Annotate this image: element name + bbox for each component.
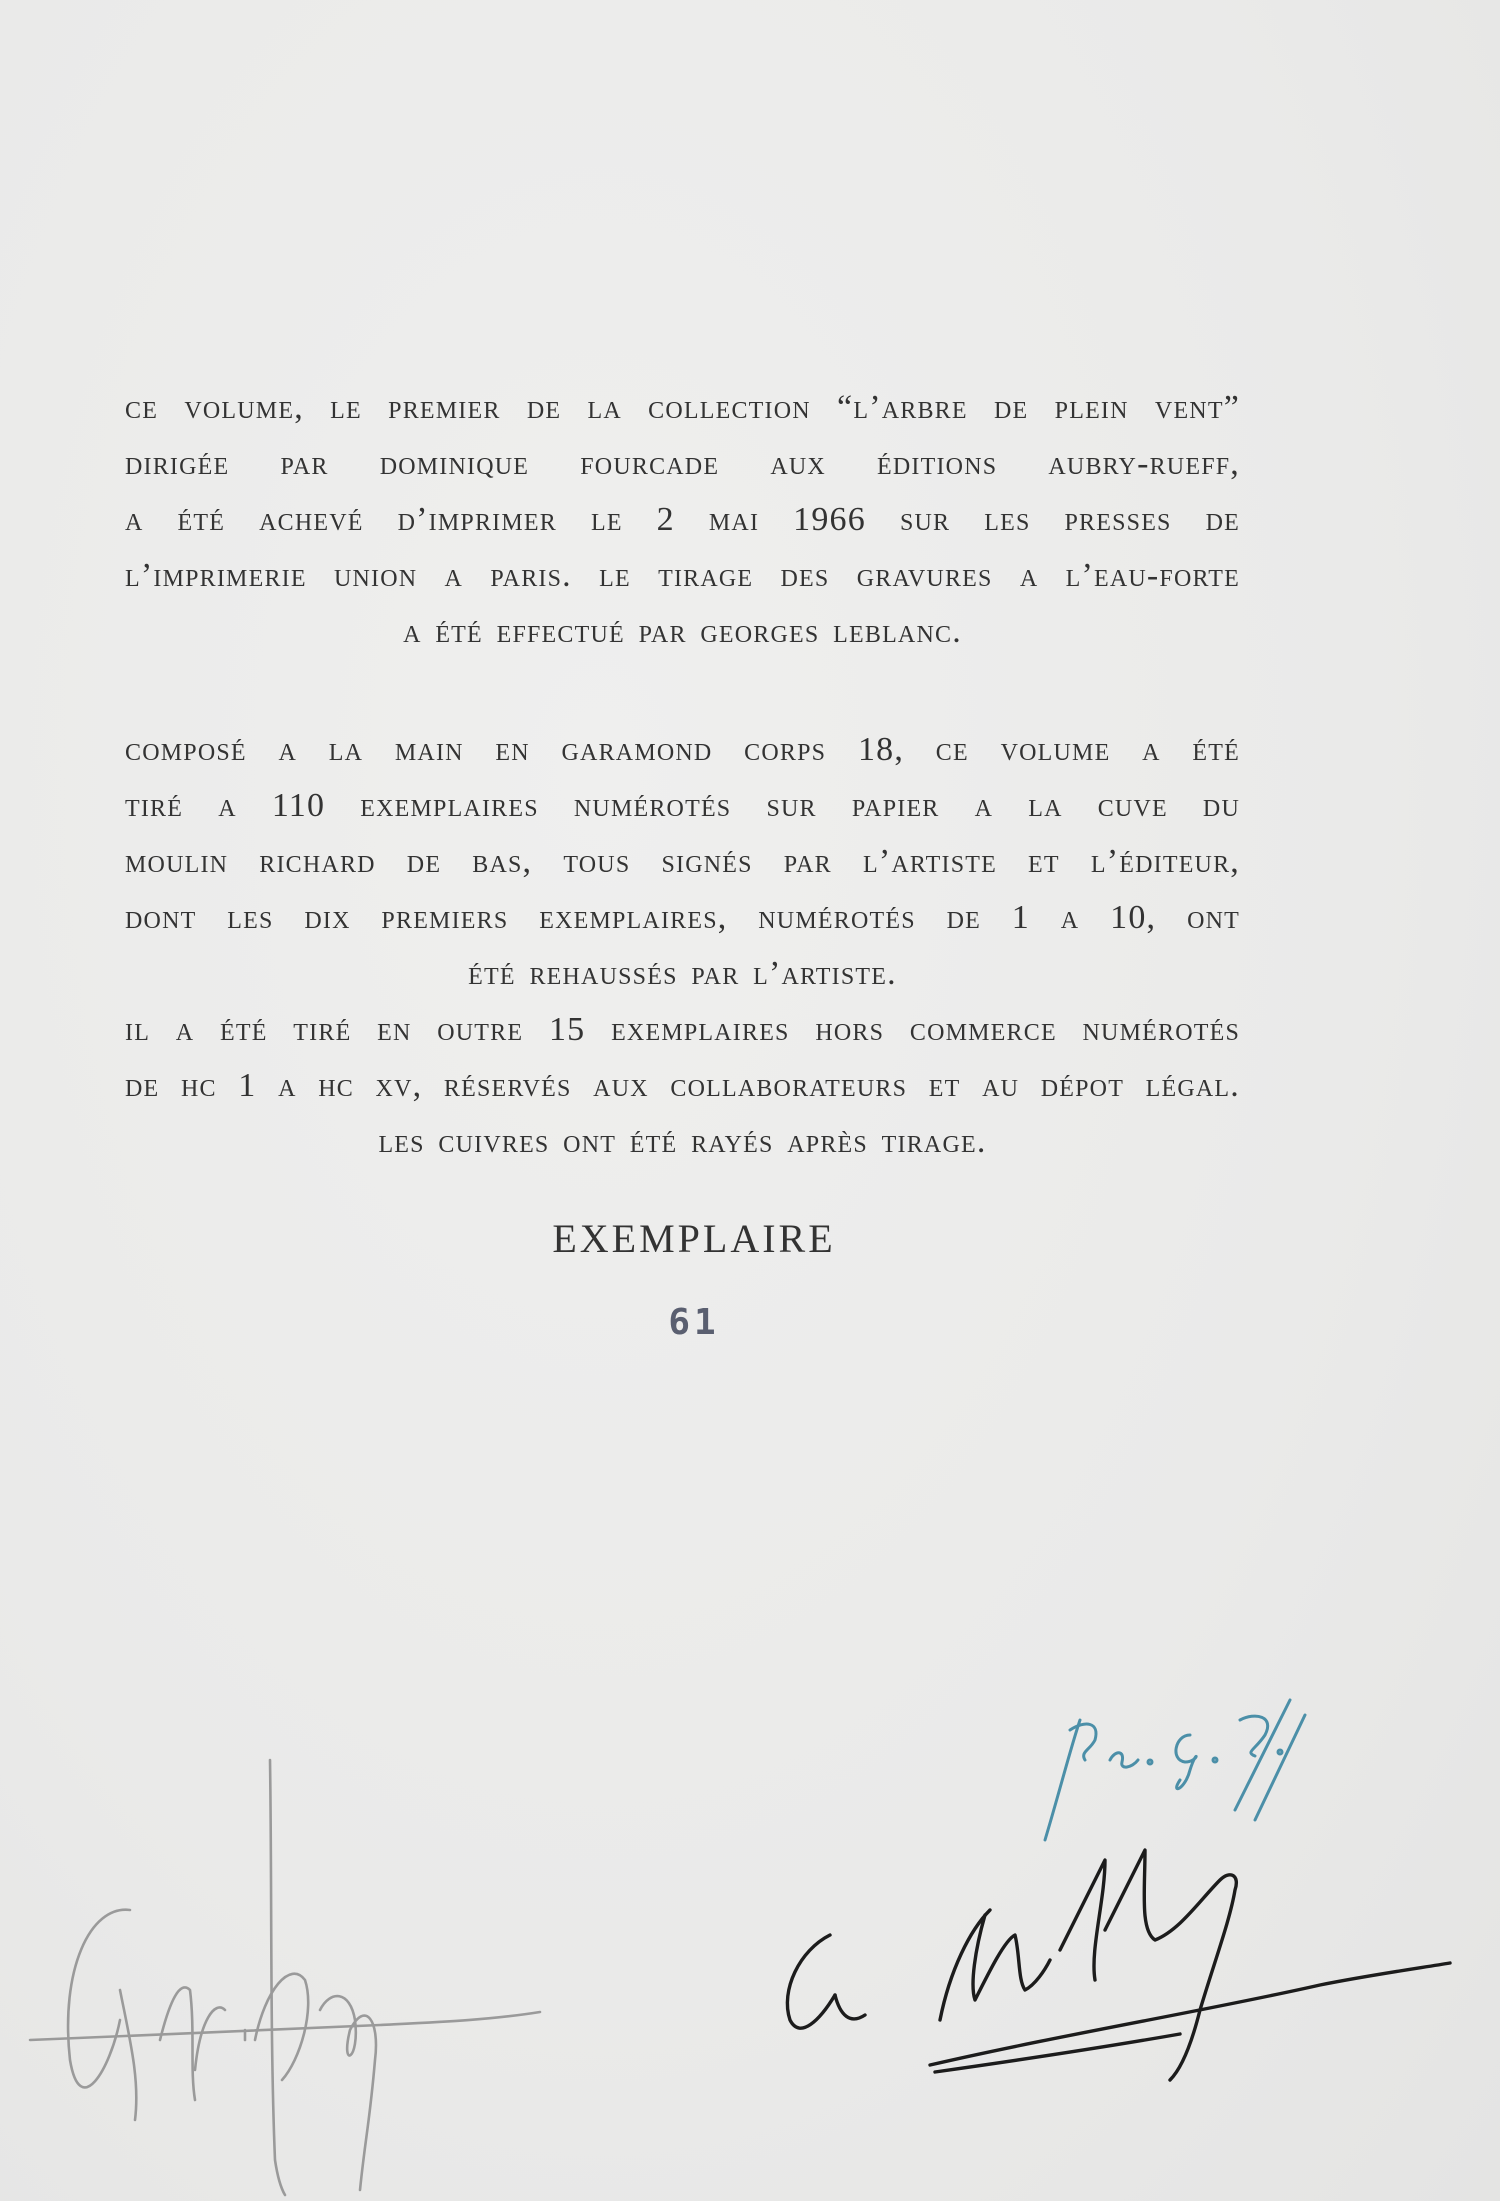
exemplaire-number-stamp: 61 — [668, 1302, 720, 1343]
colophon-paragraph-2 — [125, 722, 1240, 1170]
colophon-paragraph-1 — [125, 380, 1240, 660]
colophon-line: a été effectué par georges leblanc. — [403, 613, 962, 650]
exemplaire-label: EXEMPLAIRE — [552, 1216, 836, 1261]
colophon-line: les cuivres ont été rayés après tirage. — [378, 1123, 987, 1160]
colophon-line: tiré a 110 exemplaires numérotés sur papier a la cuve du — [125, 787, 1240, 824]
artist-pencil-signature — [20, 1740, 560, 2200]
colophon-line: composé a la main en garamond corps 18, ce volume a été — [125, 731, 1240, 768]
colophon-line: dirigée par dominique fourcade aux éditions aubry-rueff, — [125, 445, 1240, 482]
colophon-line: l’imprimerie union a paris. le tirage des gravures a l’eau-forte — [125, 557, 1240, 594]
colophon-line: ce volume, le premier de la collection “l’arbre de plein vent” — [125, 389, 1240, 426]
colophon-line: été rehaussés par l’artiste. — [468, 955, 897, 992]
publisher-black-ink-signature — [760, 1820, 1460, 2110]
colophon-line: de hc 1 a hc xv, réservés aux collaborateurs et au dépot légal. — [125, 1067, 1240, 1104]
colophon-line: dont les dix premiers exemplaires, numérotés de 1 a 10, ont — [125, 899, 1240, 936]
colophon-line: a été achevé d’imprimer le 2 mai 1966 sur les presses de — [125, 501, 1240, 538]
colophon-line: moulin richard de bas, tous signés par l’artiste et l’éditeur, — [125, 843, 1240, 880]
colophon-line: il a été tiré en outre 15 exemplaires hors commerce numérotés — [125, 1011, 1240, 1048]
